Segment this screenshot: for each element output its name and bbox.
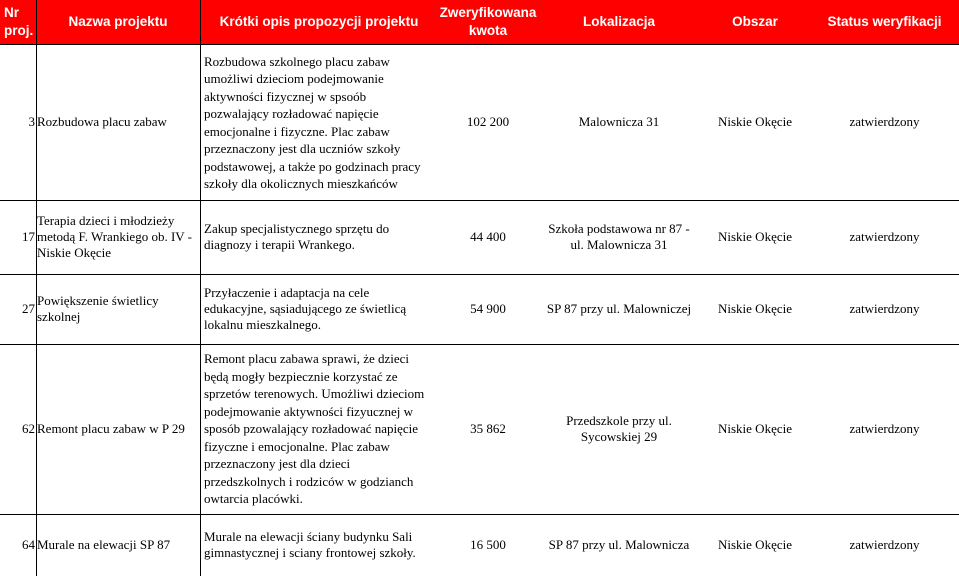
row-divider [0, 514, 959, 515]
row-divider [0, 200, 959, 201]
cell-lokalizacja: Malownicza 31 [578, 114, 660, 129]
cell-status: zatwierdzony [849, 537, 920, 552]
table-row [0, 274, 959, 344]
cell-nr: 62 [22, 421, 35, 436]
cell-name: Rozbudowa placu zabaw [37, 114, 167, 129]
cell-obszar: Niskie Okęcie [717, 229, 792, 244]
cell-status: zatwierdzony [849, 229, 920, 244]
column-divider [36, 0, 37, 576]
cell-lokalizacja: Przedszkole przy ul. Sycowskiej 29 [566, 413, 672, 444]
cell-status: zatwierdzony [849, 421, 920, 436]
header-lokalizacja: Lokalizacja [582, 14, 656, 29]
cell-kwota: 54 900 [470, 301, 506, 316]
cell-nr: 3 [28, 114, 35, 129]
cell-name: Remont placu zabaw w P 29 [37, 421, 185, 436]
header-name: Nazwa projektu [68, 14, 168, 29]
cell-desc: Zakup specjalistycznego sprzętu do diagnozy i terapii Wrankego. [204, 221, 390, 252]
cell-name: Powiększenie świetlicy szkolnej [37, 293, 159, 324]
table-row [0, 44, 959, 200]
cell-status: zatwierdzony [849, 301, 920, 316]
cell-obszar: Niskie Okęcie [717, 114, 792, 129]
table-header [0, 0, 959, 44]
table-row [0, 344, 959, 514]
cell-desc: Przyłaczenie i adaptacja na cele edukacyjne, sąsiadującego ze świetlicą lokalnu mieszkalnego. [204, 285, 407, 332]
cell-desc: Murale na elewacji ściany budynku Sali gimnastycznej i sciany frontowej szkoły. [204, 529, 416, 560]
column-divider [200, 0, 201, 576]
cell-kwota: 102 200 [466, 114, 510, 129]
row-divider [0, 44, 959, 45]
cell-nr: 17 [22, 229, 35, 244]
cell-desc: Remont placu zabawa sprawi, że dzieci będą mogły bezpiecznie korzystać ze sprzetów terenowych. Umożliwi dzieciom podejmowanie aktywności fizyucznej w sposób pzowalający rozładować napięcie fizyczne i emocjonalne. Plac zabaw przeznaczony jest dla dzieci przedszkolnych i rodziców w godzianch owtarcia placówki. [204, 351, 425, 507]
cell-name: Terapia dzieci i młodzieży metodą F. Wrankiego ob. IV - Niskie Okęcie [37, 213, 193, 260]
cell-obszar: Niskie Okęcie [717, 301, 792, 316]
table-row [0, 200, 959, 274]
header-desc: Krótki opis propozycji projektu [219, 14, 419, 29]
header-nr: Nr proj. [4, 5, 34, 38]
row-divider [0, 344, 959, 345]
table-row [0, 514, 959, 576]
row-divider [0, 274, 959, 275]
cell-status: zatwierdzony [849, 114, 920, 129]
header-status: Status weryfikacji [827, 14, 942, 29]
cell-lokalizacja: SP 87 przy ul. Malownicza [548, 537, 690, 552]
cell-name: Murale na elewacji SP 87 [37, 537, 171, 552]
header-kwota: Zweryfikowana kwota [439, 5, 537, 38]
cell-nr: 27 [22, 301, 35, 316]
cell-lokalizacja: Szkoła podstawowa nr 87 - ul. Malownicza 31 [548, 221, 690, 252]
cell-obszar: Niskie Okęcie [717, 537, 792, 552]
cell-kwota: 16 500 [470, 537, 506, 552]
cell-lokalizacja: SP 87 przy ul. Malowniczej [546, 301, 692, 316]
cell-desc: Rozbudowa szkolnego placu zabaw umożliwi dzieciom podejmowanie aktywności fizycznej w spsoób pozwalający rozładować napięcie emocjonalne i fizyczne. Plac zabaw przeznaczony jest dla uczniów szkoły podstawowej, a także po godzinach pracy szkoły dla okolicznych mieszkańców [204, 53, 421, 191]
cell-kwota: 35 862 [470, 421, 506, 436]
cell-kwota: 44 400 [470, 229, 506, 244]
cell-obszar: Niskie Okęcie [717, 421, 792, 436]
header-obszar: Obszar [732, 14, 778, 29]
cell-nr: 64 [22, 537, 35, 552]
